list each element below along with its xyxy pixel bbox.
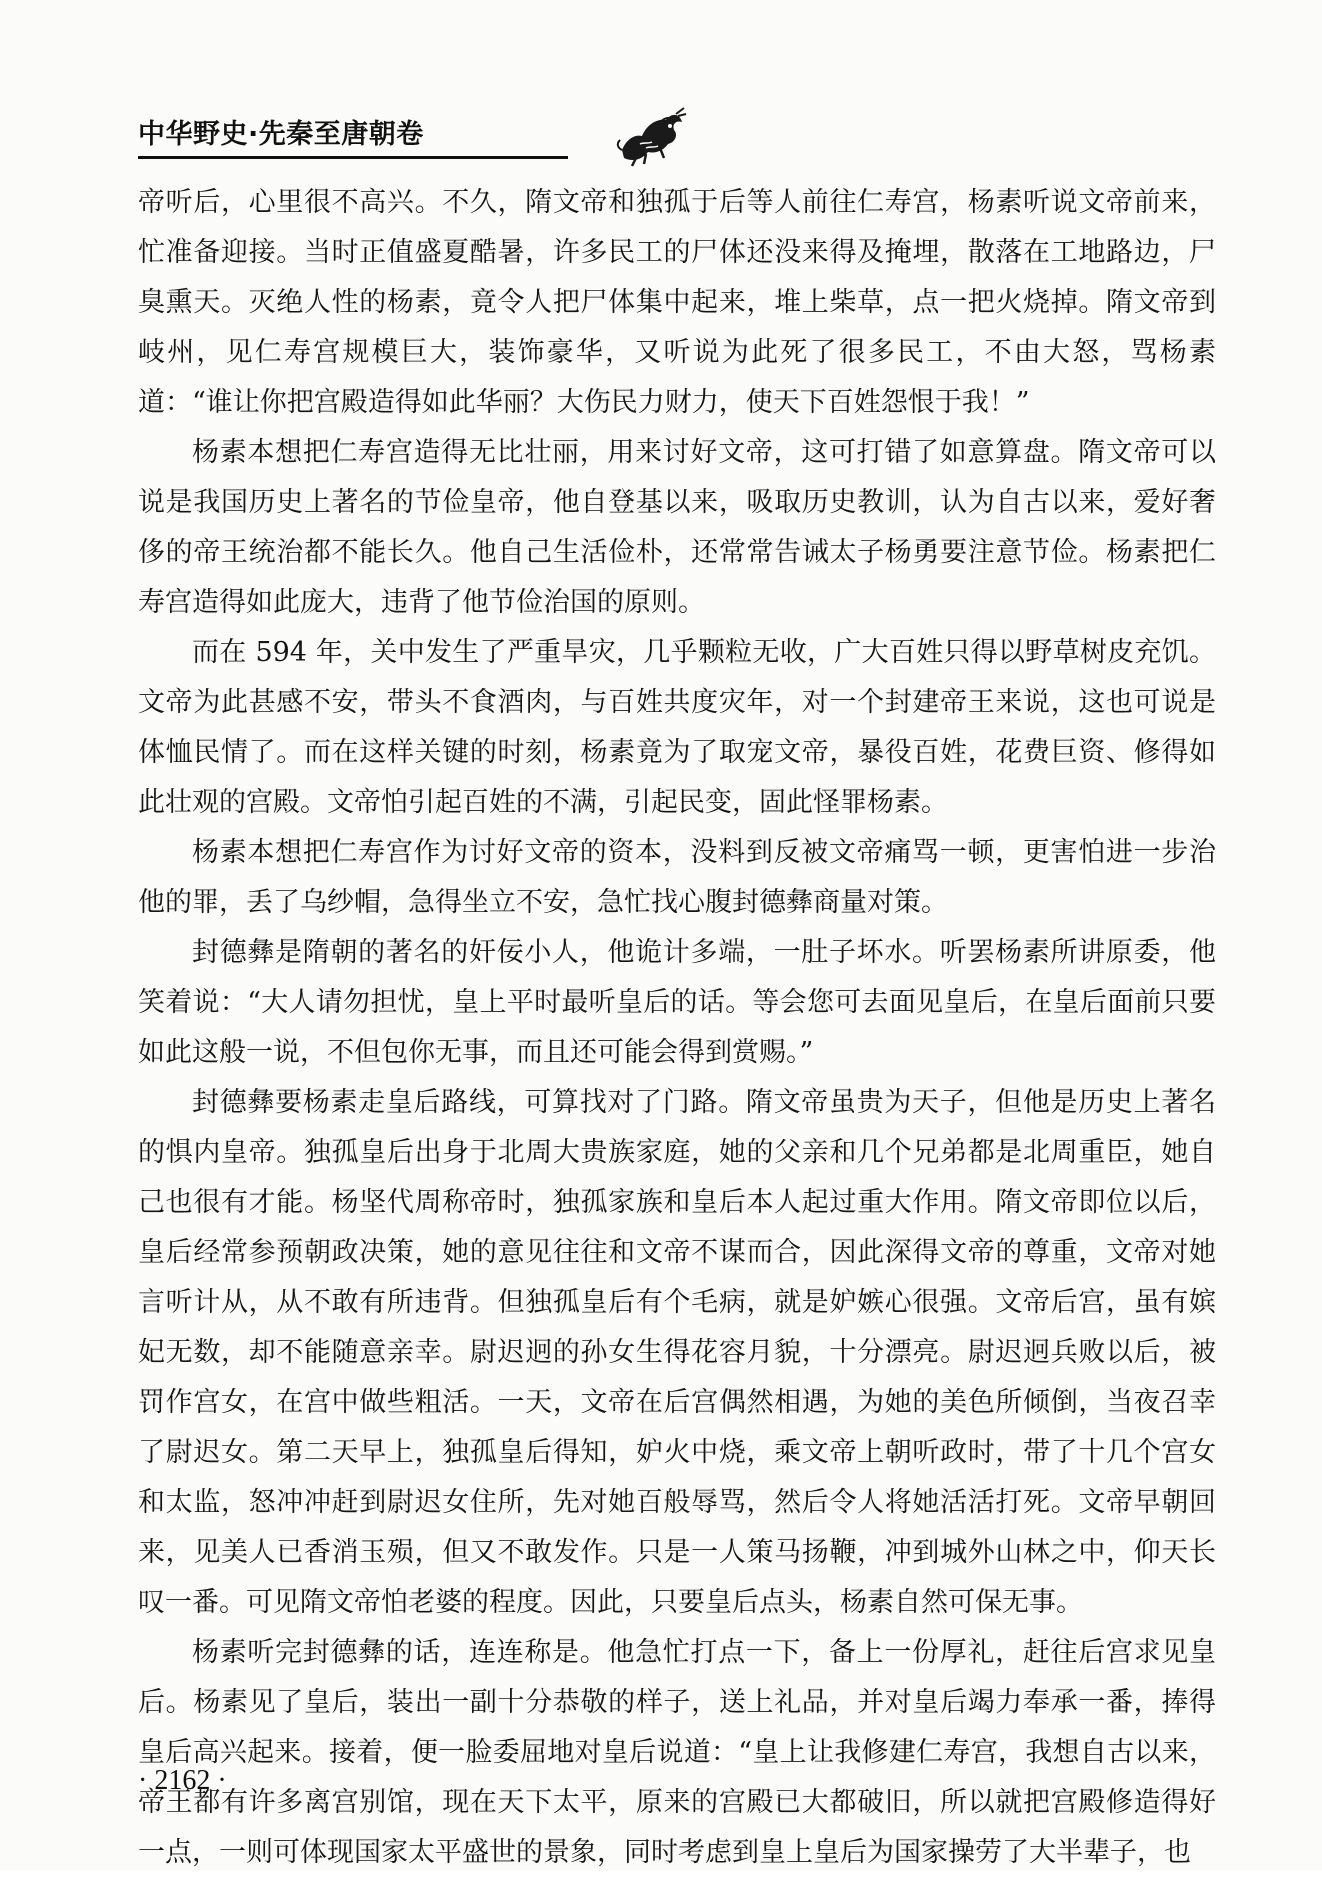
header-rule bbox=[138, 156, 568, 159]
paragraph: 杨素本想把仁寿宫作为讨好文帝的资本，没料到反被文帝痛骂一顿，更害怕进一步治他的罪，丢了乌纱帽，急得坐立不安，急忙找心腹封德彝商量对策。 bbox=[138, 837, 1216, 918]
dragon-icon bbox=[616, 104, 688, 168]
paragraph: 封德彝要杨素走皇后路线，可算找对了门路。隋文帝虽贵为天子，但他是历史上著名的惧内皇帝。独孤皇后出身于北周大贵族家庭，她的父亲和几个兄弟都是北周重臣，她自己也很有才能。杨坚代周称帝时，独孤家族和皇后本人起过重大作用。隋文帝即位以后，皇后经常参预朝政决策，她的意见往往和文帝不谋而合，因此深得文帝的尊重，文帝对她言听计从，从不敢有所违背。但独孤皇后有个毛病，就是妒嫉心很强。文帝后宫，虽有嫔妃无数，却不能随意亲幸。尉迟迥的孙女生得花容月貌，十分漂亮。尉迟迥兵败以后，被罚作宫女，在宫中做些粗活。一天，文帝在后宫偶然相遇，为她的美色所倾倒，当夜召幸了尉迟女。第二天早上，独孤皇后得知，妒火中烧，乘文帝上朝听政时，带了十几个宫女和太监，怒冲冲赶到尉迟女住所，先对她百般辱骂，然后令人将她活活打死。文帝早朝回来，见美人已香消玉殒，但又不敢发作。只是一人策马扬鞭，冲到城外山林之中，仰天长叹一番。可见隋文帝怕老婆的程度。因此，只要皇后点头，杨素自然可保无事。 bbox=[138, 1087, 1216, 1618]
paragraph: 而在 594 年，关中发生了严重旱灾，几乎颗粒无收，广大百姓只得以野草树皮充饥。文帝为此甚感不安，带头不食酒肉，与百姓共度灾年，对一个封建帝王来说，这也可说是体恤民情了。而在这样关键的时刻，杨素竟为了取宠文帝，暴役百姓，花费巨资、修得如此壮观的宫殿。文帝怕引起百姓的不满，引起民变，固此怪罪杨素。 bbox=[138, 637, 1216, 818]
body-text bbox=[138, 178, 1216, 1878]
paragraph-continued: 帝听后，心里很不高兴。不久，隋文帝和独孤于后等人前往仁寿宫，杨素听说文帝前来，忙准备迎接。当时正值盛夏酷暑，许多民工的尸体还没来得及掩埋，散落在工地路边，尸臭熏天。灭绝人性的杨素，竟令人把尸体集中起来，堆上柴草，点一把火烧掉。隋文帝到岐州，见仁寿宫规模巨大，装饰豪华，又听说为此死了很多民工，不由大怒，骂杨素道：“谁让你把宫殿造得如此华丽？大伤民力财力，使天下百姓怨恨于我！” bbox=[138, 187, 1216, 418]
running-header bbox=[138, 104, 1218, 168]
paragraph: 杨素本想把仁寿宫造得无比壮丽，用来讨好文帝，这可打错了如意算盘。隋文帝可以说是我国历史上著名的节俭皇帝，他自登基以来，吸取历史教训，认为自古以来，爱好奢侈的帝王统治都不能长久。他自己生活俭朴，还常常告诫太子杨勇要注意节俭。杨素把仁寿宫造得如此庞大，违背了他节俭治国的原则。 bbox=[138, 437, 1216, 618]
book-title: 中华野史·先秦至唐朝卷 bbox=[138, 119, 424, 150]
paragraph: 杨素听完封德彝的话，连连称是。他急忙打点一下，备上一份厚礼，赶往后宫求见皇后。杨素见了皇后，装出一副十分恭敬的样子，送上礼品，并对皇后竭力奉承一番，捧得皇后高兴起来。接着，便一脸委屈地对皇后说道：“皇上让我修建仁寿宫，我想自古以来，帝王都有许多离宫别馆，现在天下太平，原来的宫殿已大都破旧，所以就把宫殿修造得好一点，一则可体现国家太平盛世的景象，同时考虑到皇上皇后为国家操劳了大半辈子，也 bbox=[138, 1637, 1216, 1868]
page-number: · 2162 · bbox=[138, 1765, 227, 1796]
paragraph: 封德彝是隋朝的著名的奸佞小人，他诡计多端，一肚子坏水。听罢杨素所讲原委，他笑着说：“大人请勿担忧，皇上平时最听皇后的话。等会您可去面见皇后，在皇后面前只要如此这般一说，不但包你无事，而且还可能会得到赏赐。” bbox=[138, 937, 1216, 1068]
